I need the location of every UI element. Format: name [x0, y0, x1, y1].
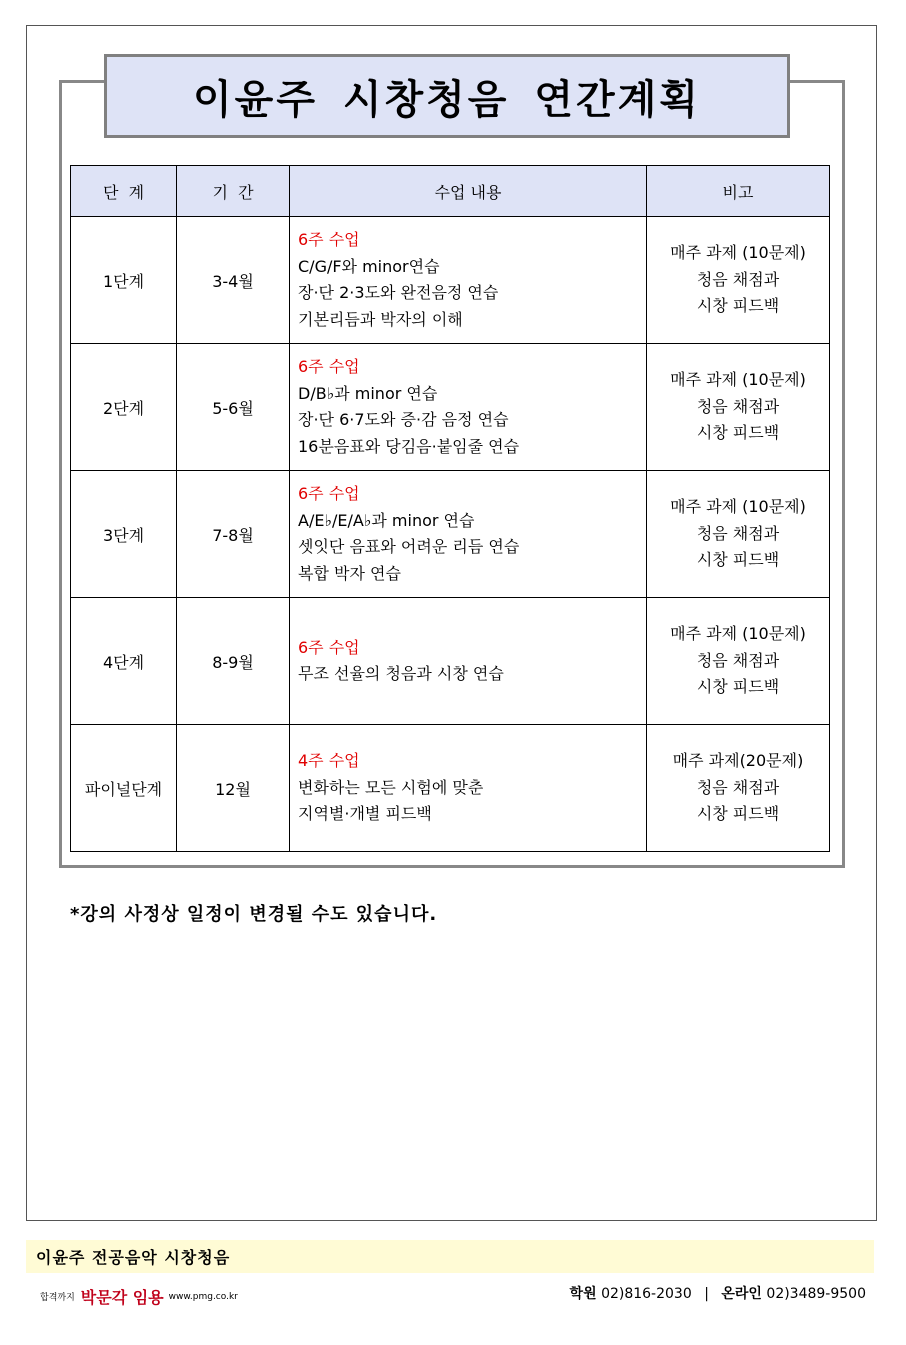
publisher-url[interactable]: www.pmg.co.kr — [168, 1291, 238, 1302]
weeks-label: 6주 수업 — [298, 484, 360, 503]
weeks-label: 6주 수업 — [298, 637, 360, 657]
online-label: 온라인 — [721, 1286, 762, 1302]
note-line: 시창 피드백 — [696, 423, 780, 443]
stage-cell: 1단계 — [71, 217, 177, 344]
note-line: 청음 채점과 — [696, 269, 780, 289]
content-cell — [290, 471, 647, 598]
note-line: 매주 과제 (10문제) — [670, 370, 806, 390]
header-stage: 단 계 — [71, 166, 177, 217]
note-line: 매주 과제 (10문제) — [670, 243, 806, 263]
stage-cell: 3단계 — [71, 471, 177, 598]
online-phone: 02)3489-9500 — [766, 1286, 866, 1302]
note-line: 매주 과제 (10문제) — [670, 497, 806, 517]
schedule-change-notice: *강의 사정상 일정이 변경될 수도 있습니다. — [70, 904, 438, 925]
table-row — [71, 344, 830, 471]
content-line: 장·단 6·7도와 증·감 음정 연습 — [298, 410, 509, 429]
table-row — [71, 598, 830, 725]
table-row — [71, 471, 830, 598]
content-line: 셋잇단 음표와 어려운 리듬 연습 — [298, 537, 520, 556]
content-line: C/G/F와 minor연습 — [298, 256, 440, 276]
weeks-label: 6주 수업 — [298, 230, 360, 249]
table-header-row — [71, 166, 830, 217]
content-cell — [290, 217, 647, 344]
content-line: 무조 선율의 청음과 시창 연습 — [298, 664, 504, 683]
note-line: 청음 채점과 — [696, 650, 780, 670]
note-cell — [647, 725, 830, 852]
note-line: 매주 과제 (10문제) — [670, 624, 806, 644]
content-line: 지역별·개별 피드백 — [298, 804, 432, 824]
table-row — [71, 217, 830, 344]
note-line: 청음 채점과 — [696, 396, 780, 416]
stage-cell: 2단계 — [71, 344, 177, 471]
note-line: 시창 피드백 — [696, 804, 780, 824]
period-cell: 5-6월 — [177, 344, 290, 471]
academy-label: 학원 — [569, 1286, 597, 1302]
content-line: 장·단 2·3도와 완전음정 연습 — [298, 283, 499, 302]
note-line: 시창 피드백 — [696, 296, 780, 316]
note-cell — [647, 217, 830, 344]
title-box — [104, 54, 790, 138]
academy-phone: 02)816-2030 — [601, 1286, 692, 1302]
content-cell — [290, 598, 647, 725]
note-cell — [647, 344, 830, 471]
publisher-logo: 박문각 임용 — [80, 1288, 164, 1307]
publisher-tagline: 합격까지 — [40, 1293, 75, 1303]
content-cell — [290, 725, 647, 852]
table-row — [71, 725, 830, 852]
note-line: 청음 채점과 — [696, 777, 780, 797]
content-cell — [290, 344, 647, 471]
contact-info — [570, 1283, 866, 1303]
footer-course-title: 이윤주 전공음악 시창청음 — [36, 1248, 231, 1267]
header-content: 수업 내용 — [290, 166, 647, 217]
note-line: 시창 피드백 — [696, 550, 780, 570]
footer-band — [26, 1240, 874, 1273]
stage-cell: 4단계 — [71, 598, 177, 725]
period-cell: 3-4월 — [177, 217, 290, 344]
publisher-logo-group — [40, 1285, 238, 1308]
note-cell — [647, 598, 830, 725]
note-line: 청음 채점과 — [696, 523, 780, 543]
weeks-label: 6주 수업 — [298, 357, 360, 376]
annual-plan-table — [70, 165, 830, 852]
header-period: 기 간 — [177, 166, 290, 217]
header-note: 비고 — [647, 166, 830, 217]
content-line: 16분음표와 당김음·붙임줄 연습 — [298, 436, 520, 456]
content-line: 변화하는 모든 시험에 맞춘 — [298, 777, 484, 797]
period-cell: 12월 — [177, 725, 290, 852]
weeks-label: 4주 수업 — [298, 751, 360, 771]
content-line: A/E♭/E/A♭과 minor 연습 — [298, 510, 475, 530]
period-cell: 7-8월 — [177, 471, 290, 598]
content-line: 복합 박자 연습 — [298, 563, 401, 583]
note-line: 시창 피드백 — [696, 677, 780, 697]
period-cell: 8-9월 — [177, 598, 290, 725]
content-line: D/B♭과 minor 연습 — [298, 383, 438, 403]
note-line: 매주 과제(20문제) — [672, 751, 804, 771]
page-title: 이윤주 시창청음 연간계획 — [193, 76, 701, 123]
contact-separator: | — [704, 1286, 709, 1302]
stage-cell: 파이널단계 — [71, 725, 177, 852]
note-cell — [647, 471, 830, 598]
content-line: 기본리듬과 박자의 이해 — [298, 309, 463, 329]
